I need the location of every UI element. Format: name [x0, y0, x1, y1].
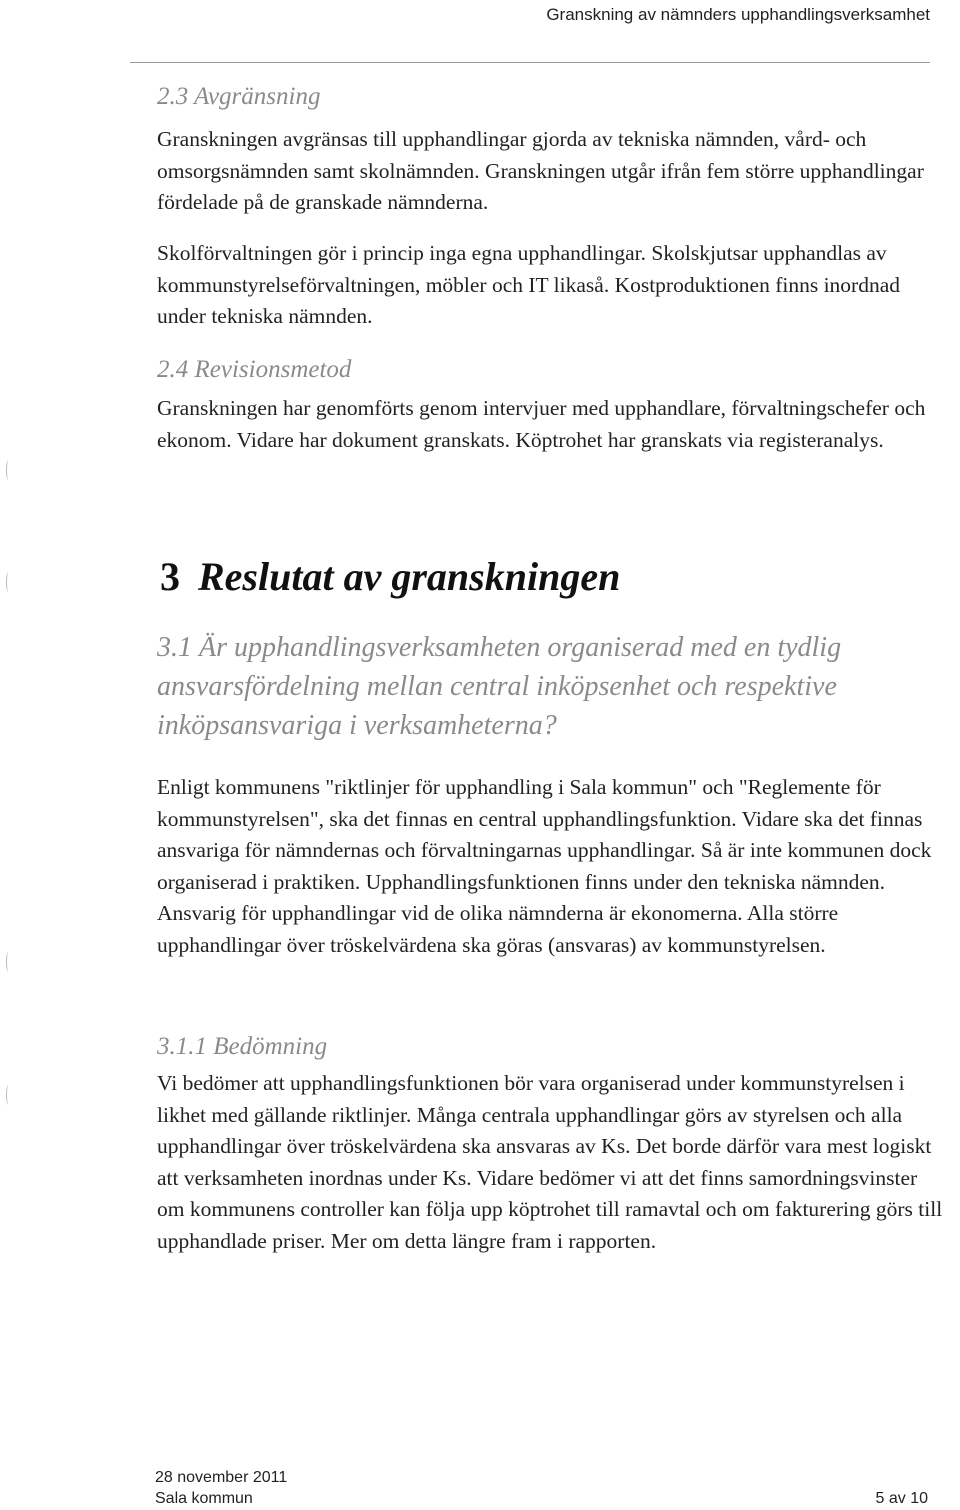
scan-margin-mark	[6, 952, 11, 972]
paragraph-3-1-1-1: Vi bedömer att upphandlingsfunktionen bör vara organiserad under kommunstyrelsen i likhet med gällande riktlinjer. Många centrala upphandlingar görs av styrelsen och alla upphandlingar över tröskelvärdena ska ansvaras av Ks. Det borde därför vara mest logiskt att verksamheten inordnas under Ks. Vidare bedömer vi att det finns samordningsvinster om kommunens controller kan följa upp köptrohet till ramavtal och om fakturering görs till upphandlade priser. Mer om detta längre fram i rapporten.	[157, 1071, 943, 1253]
chapter-number: 3	[160, 554, 180, 599]
footer-organization: Sala kommun	[155, 1490, 253, 1507]
scan-margin-mark	[6, 1085, 11, 1105]
footer-date: 28 november 2011	[155, 1469, 288, 1486]
chapter-title: Reslutat av granskningen	[198, 554, 621, 599]
paragraph-2-3-2: Skolförvaltningen gör i princip inga egna upphandlingar. Skolskjutsar upphandlas av kommunstyrelseförvaltningen, möbler och IT likaså. Kostproduktionen finns inordnad under tekniska nämnden.	[157, 241, 901, 328]
scan-margin-mark	[6, 572, 11, 592]
page-number: 5 av 10	[875, 1490, 928, 1507]
paragraph-2-3-1: Granskningen avgränsas till upphandlingar gjorda av tekniska nämnden, vård- och omsorgsnämnden samt skolnämnden. Granskningen utgår ifrån fem större upphandlingar fördelade på de granskade nämnderna.	[157, 127, 924, 214]
heading-3-1: 3.1 Är upphandlingsverksamheten organiserad med en tydlig ansvarsfördelning mellan central inköpsenhet och respektive inköpsansvariga i verksamheterna?	[157, 632, 842, 741]
chapter-heading	[160, 552, 620, 602]
scan-margin-mark	[6, 460, 11, 480]
heading-2-3: 2.3 Avgränsning	[157, 83, 321, 110]
top-rule	[130, 62, 930, 63]
running-header: Granskning av nämnders upphandlingsverksamhet	[546, 5, 930, 24]
heading-3-1-1: 3.1.1 Bedömning	[157, 1033, 328, 1060]
heading-2-4: 2.4 Revisionsmetod	[157, 356, 352, 383]
paragraph-3-1-1: Enligt kommunens "riktlinjer för upphandling i Sala kommun" och "Reglemente för kommunstyrelsen", ska det finnas en central upphandlingsfunktion. Vidare ska det finnas ansvariga för nämndernas och förvaltningarnas upphandlingar. Så är inte kommunen dock organiserad i praktiken. Upphandlingsfunktionen finns under den tekniska nämnden. Ansvarig för upphandlingar vid de olika nämnderna är ekonomerna. Alla större upphandlingar över tröskelvärdena ska göras (ansvaras) av kommunstyrelsen.	[157, 775, 932, 957]
paragraph-2-4-1: Granskningen har genomförts genom intervjuer med upphandlare, förvaltningschefer och ekonom. Vidare har dokument granskats. Köptrohet har granskats via registeranalys.	[157, 396, 926, 452]
